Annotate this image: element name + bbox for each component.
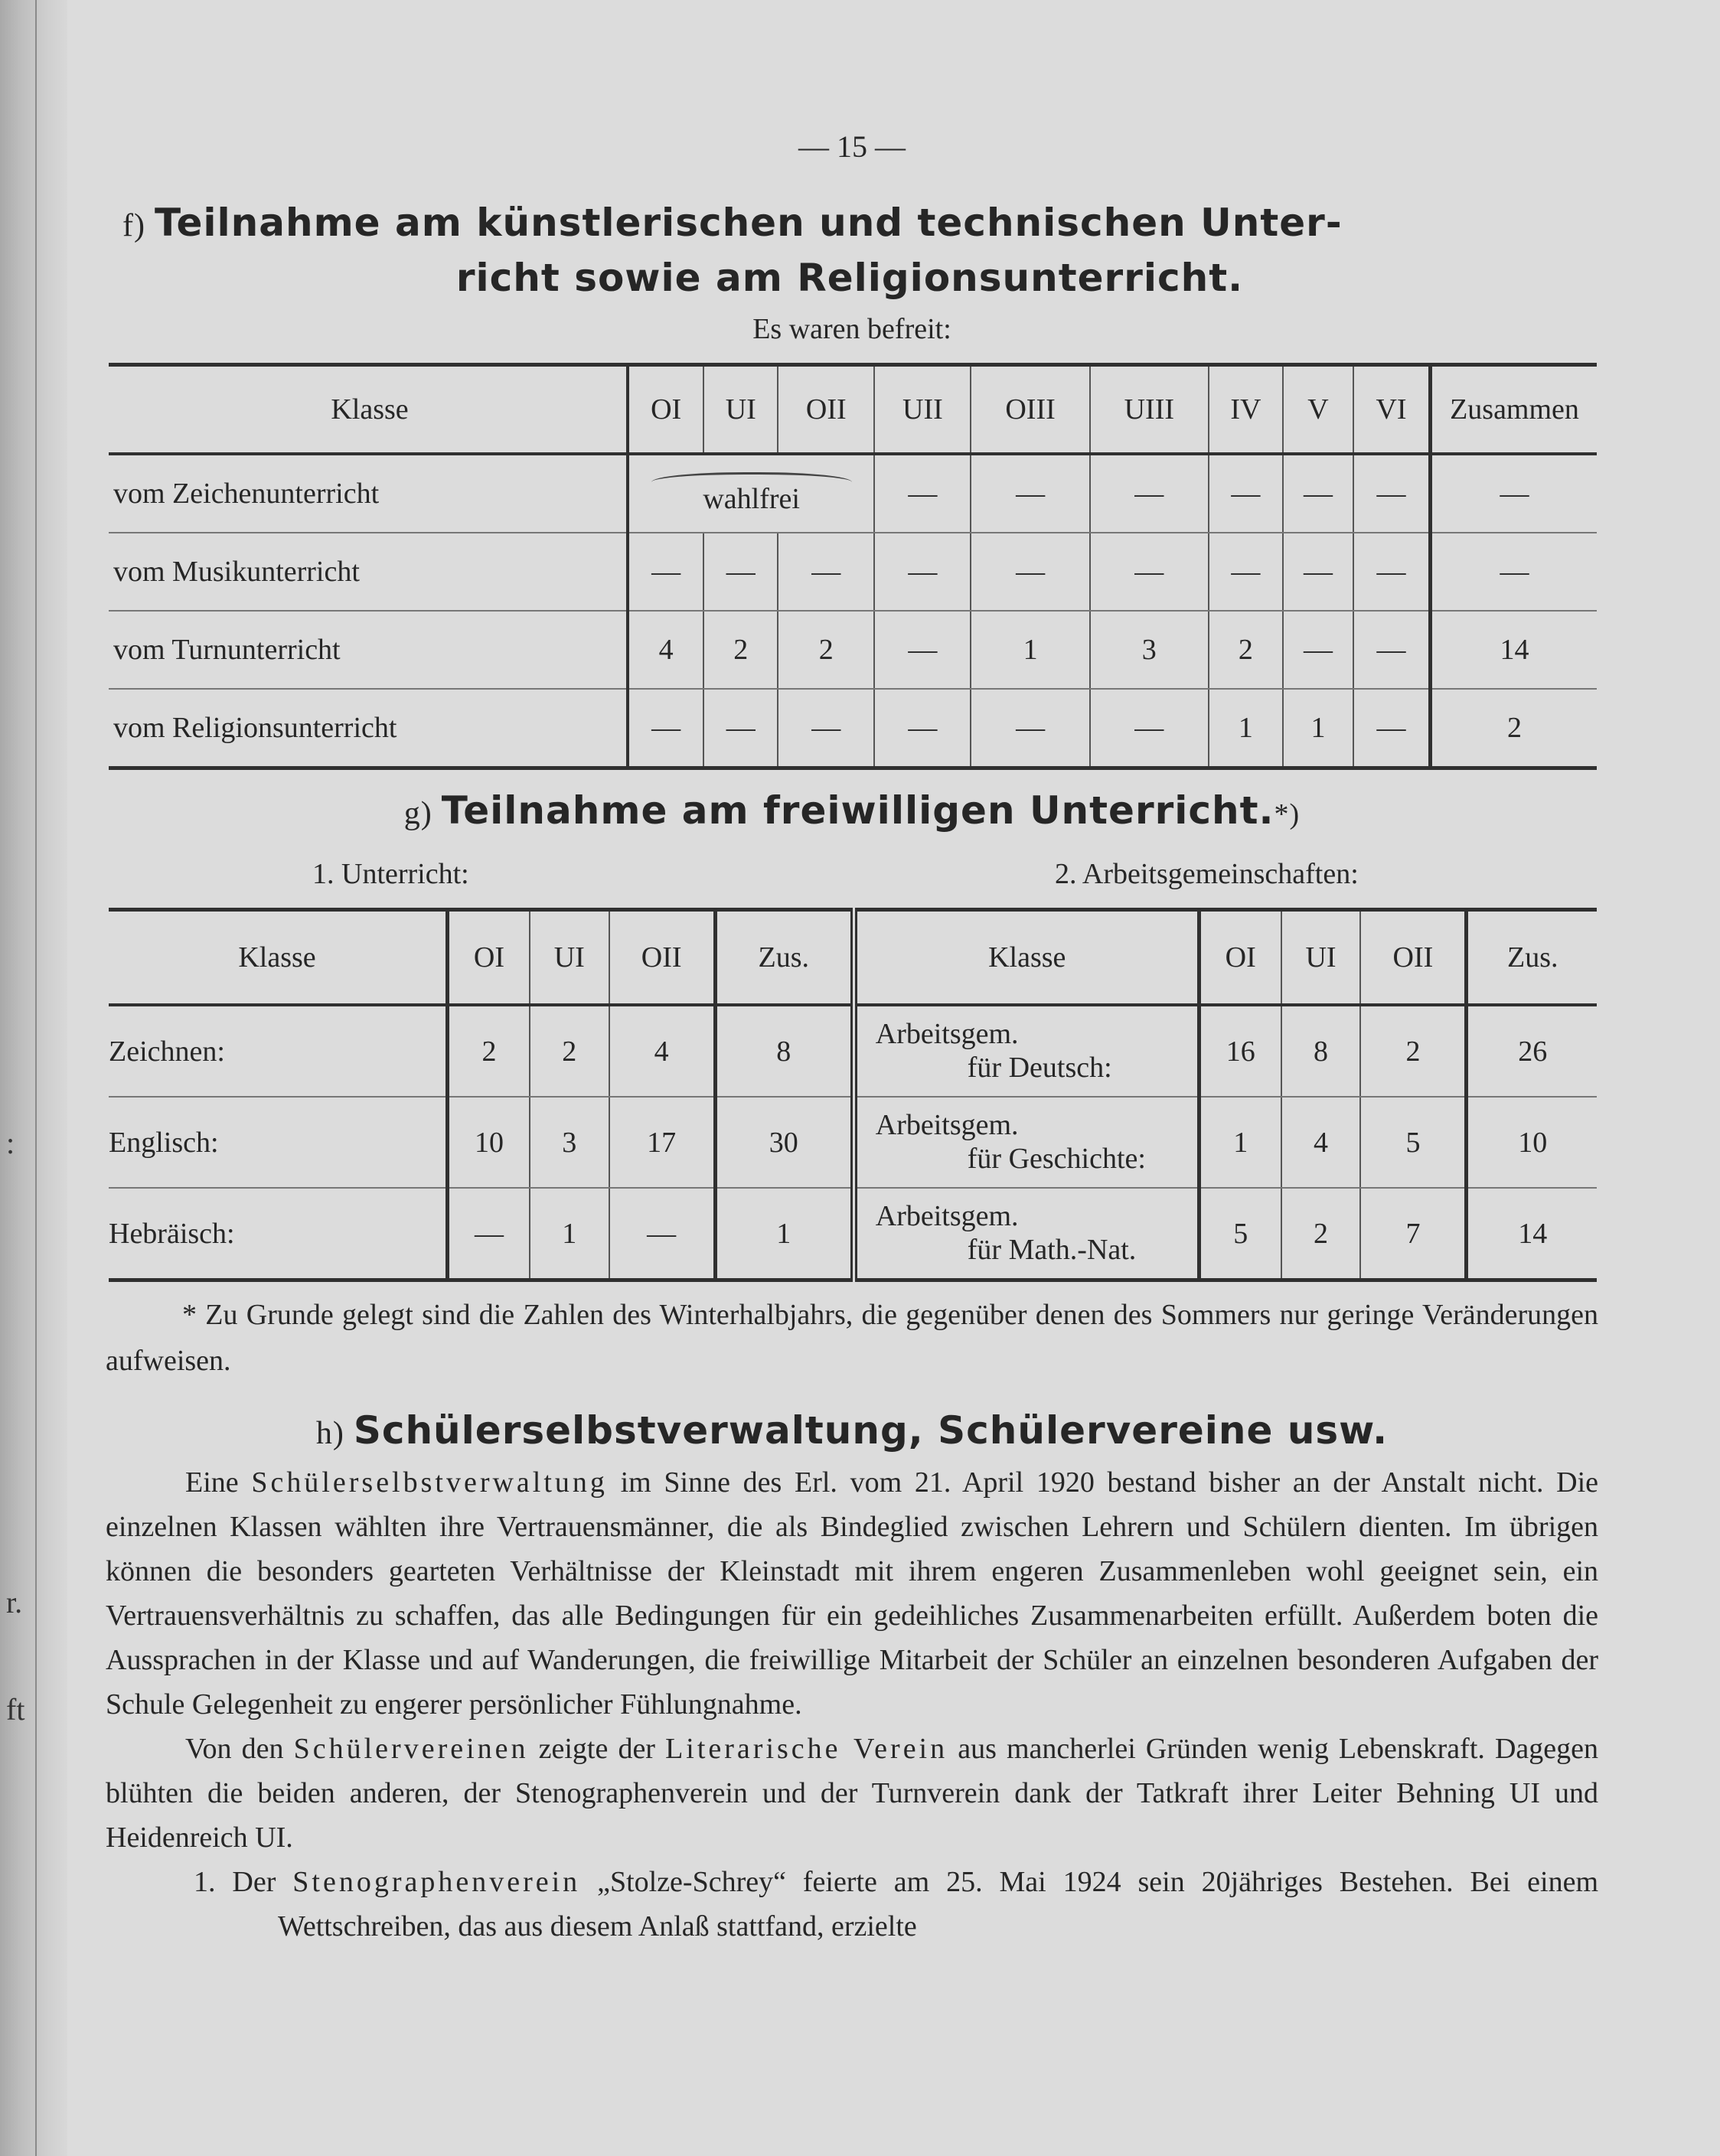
table-cell: — <box>874 454 971 533</box>
column-header: UI <box>1281 910 1361 1006</box>
spaced-term: Stenographenverein <box>292 1866 581 1898</box>
column-header: UI <box>703 365 778 455</box>
row-label-line2: für Geschichte: <box>967 1142 1146 1175</box>
table-cell: 4 <box>1281 1097 1361 1188</box>
table-cell: — <box>1090 454 1209 533</box>
row-label: Zeichnen: <box>109 1005 448 1097</box>
table-cell: 8 <box>715 1005 853 1097</box>
column-header: V <box>1283 365 1353 455</box>
footnote-mark: *) <box>1274 798 1301 830</box>
text-run: aus mancherlei Gründen wenig Lebenskraft. Dagegen blühten die beiden anderen, der Stenographenverein und der Turnverein dank der Tatkraft ihrer Leiter Behning UI und Heidenreich UI. <box>106 1733 1599 1854</box>
voluntary-table <box>109 908 1597 1282</box>
table-row <box>109 533 1597 611</box>
spaced-term: Schülerselbstverwaltung <box>251 1466 608 1499</box>
spaced-term: Literarische Verein <box>665 1733 948 1765</box>
edge-mark: ft <box>6 1692 25 1727</box>
row-label <box>853 1097 1199 1188</box>
row-label-line2: für Deutsch: <box>967 1051 1112 1084</box>
table-cell: 4 <box>628 611 703 689</box>
section-letter: g) <box>403 796 432 831</box>
column-header: OI <box>1199 910 1281 1006</box>
table-cell: 2 <box>1360 1005 1467 1097</box>
column-header: OII <box>778 365 874 455</box>
edge-mark: : <box>6 1126 15 1160</box>
book-spine <box>0 0 67 2156</box>
edge-mark: r. <box>6 1585 23 1619</box>
column-header: Zusammen <box>1431 365 1598 455</box>
table-cell: 3 <box>1090 611 1209 689</box>
column-header: OIII <box>971 365 1089 455</box>
row-label-line1: Arbeitsgem. <box>875 1108 1019 1141</box>
text-run: im Sinne des Erl. vom 21. April 1920 bestand bisher an der Anstalt nicht. Die einzelnen Klassen wählten ihre Vertrauensmänner, die als Bindeglied zwischen Lehrern und Schülern dienten. Im übrigen können die besonders gearteten Verhältnisse der Kleinstadt mit ihrem engeren Zusammenleben wohl geeignet sein, ein Vertrauensverhältnis zu schaffen, das alle Bedingungen für ein gedeihliches Zusammenarbeiten erfüllt. Außerdem boten die Aussprachen in der Klasse und auf Wanderungen, die freiwillige Mitarbeit der Schüler an einzelnen besonderen Aufgaben der Schule Gelegenheit zu engerer persönlicher Fühlungnahme. <box>106 1466 1598 1721</box>
table-cell: — <box>874 533 971 611</box>
footnote-text: * Zu Grunde gelegt sind die Zahlen des Winterhalbjahrs, die gegenüber denen des Sommers nur geringe Veränderungen aufweisen. <box>106 1299 1598 1377</box>
section-h-heading <box>106 1408 1598 1453</box>
table-cell: — <box>609 1188 716 1280</box>
paragraph <box>106 1727 1598 1860</box>
column-header: OII <box>1360 910 1467 1006</box>
wahlfrei-label: wahlfrei <box>703 482 800 515</box>
table-cell: — <box>448 1188 530 1280</box>
table-cell: — <box>1353 533 1431 611</box>
table-cell: 7 <box>1360 1188 1467 1280</box>
column-header: UI <box>530 910 609 1006</box>
table-row <box>109 1097 1597 1188</box>
wahlfrei-cell <box>628 454 874 533</box>
table-cell: — <box>1090 533 1209 611</box>
table-cell: — <box>1353 454 1431 533</box>
row-label-line1: Arbeitsgem. <box>875 1199 1019 1232</box>
table-row <box>109 689 1597 768</box>
section-letter: f) <box>122 208 145 243</box>
row-label: Hebräisch: <box>109 1188 448 1280</box>
table-header-row <box>109 910 1597 1006</box>
column-header: Klasse <box>109 365 628 455</box>
table-cell: — <box>971 689 1089 768</box>
column-header: OI <box>448 910 530 1006</box>
table-cell: — <box>628 689 703 768</box>
column-header: UIII <box>1090 365 1209 455</box>
table-cell: — <box>703 689 778 768</box>
table-cell: — <box>1431 454 1598 533</box>
column-header: IV <box>1209 365 1283 455</box>
text-run: zeigte der <box>538 1733 655 1765</box>
row-label: Englisch: <box>109 1097 448 1188</box>
subheading-arbeitsgemeinschaften: 2. Arbeitsgemeinschaften: <box>1055 858 1359 890</box>
table-row <box>109 611 1597 689</box>
table-cell: 2 <box>778 611 874 689</box>
row-label-line2: für Math.-Nat. <box>967 1233 1137 1266</box>
table-cell: — <box>1283 454 1353 533</box>
row-label: vom Zeichenunterricht <box>109 454 628 533</box>
table-cell: 1 <box>715 1188 853 1280</box>
exemption-table <box>109 363 1597 770</box>
table-cell: 3 <box>530 1097 609 1188</box>
column-header: OII <box>609 910 716 1006</box>
column-header: VI <box>1353 365 1431 455</box>
table-cell: — <box>971 533 1089 611</box>
table-cell: 1 <box>1283 689 1353 768</box>
table-cell: 5 <box>1199 1188 1281 1280</box>
table-caption: Es waren befreit: <box>752 313 951 345</box>
column-header: Klasse <box>853 910 1199 1006</box>
row-label: vom Musikunterricht <box>109 533 628 611</box>
table-cell: — <box>874 689 971 768</box>
column-header: Klasse <box>109 910 448 1006</box>
footnote <box>106 1292 1598 1384</box>
section-h-title: Schülerselbstverwaltung, Schülervereine usw. <box>353 1408 1389 1453</box>
table-header-row <box>109 365 1597 455</box>
body-text <box>106 1460 1598 1949</box>
table-cell: — <box>1209 533 1283 611</box>
table-cell: — <box>971 454 1089 533</box>
table-cell: 2 <box>448 1005 530 1097</box>
table-cell: 1 <box>1209 689 1283 768</box>
subheading-unterricht: 1. Unterricht: <box>312 858 469 890</box>
table-cell: 1 <box>971 611 1089 689</box>
column-header: Zus. <box>715 910 853 1006</box>
spine-shadow-line <box>35 0 37 2156</box>
table-cell: 16 <box>1199 1005 1281 1097</box>
table-cell: 2 <box>703 611 778 689</box>
table-cell: — <box>1353 689 1431 768</box>
section-letter: h) <box>315 1416 344 1451</box>
table-cell: 10 <box>1467 1097 1597 1188</box>
table-row <box>109 1005 1597 1097</box>
spaced-term: Schülervereinen <box>293 1733 529 1765</box>
table-cell: — <box>1283 611 1353 689</box>
paragraph <box>106 1460 1598 1727</box>
column-header: OI <box>628 365 703 455</box>
table-cell: 4 <box>609 1005 716 1097</box>
section-f-title-line1: Teilnahme am künstlerischen und technischen Unter- <box>154 201 1343 245</box>
table-cell: — <box>1283 533 1353 611</box>
text-run: 1. Der <box>194 1866 276 1898</box>
table-cell: — <box>778 533 874 611</box>
row-label: vom Religionsunterricht <box>113 712 397 744</box>
table-cell: 2 <box>1431 689 1598 768</box>
page-number: — 15 — <box>798 129 906 164</box>
column-header: UII <box>874 365 971 455</box>
text-run: Von den <box>185 1733 284 1765</box>
row-label <box>853 1005 1199 1097</box>
table-cell: 14 <box>1467 1188 1597 1280</box>
table-cell: 26 <box>1467 1005 1597 1097</box>
table-cell: 2 <box>1281 1188 1361 1280</box>
table-cell: — <box>1431 533 1598 611</box>
list-item <box>106 1860 1598 1949</box>
table-cell: — <box>874 611 971 689</box>
table-cell: — <box>778 689 874 768</box>
section-g-heading <box>106 788 1598 833</box>
text-run: Eine <box>185 1466 239 1499</box>
section-f-title-line2: richt sowie am Religionsunterricht. <box>455 256 1244 300</box>
table-row <box>109 454 1597 533</box>
table-cell: 10 <box>448 1097 530 1188</box>
row-label <box>853 1188 1199 1280</box>
document-page <box>106 0 1598 2156</box>
table-row <box>109 1188 1597 1280</box>
table-cell: — <box>628 533 703 611</box>
table-cell: 14 <box>1431 611 1598 689</box>
table-cell: 1 <box>530 1188 609 1280</box>
table-cell: — <box>1353 611 1431 689</box>
table-cell: 1 <box>1199 1097 1281 1188</box>
table-cell: — <box>1209 454 1283 533</box>
table-cell: — <box>1090 689 1209 768</box>
table-cell: 30 <box>715 1097 853 1188</box>
table-cell: 8 <box>1281 1005 1361 1097</box>
table-cell: — <box>703 533 778 611</box>
section-g-title: Teilnahme am freiwilligen Unterricht. <box>441 788 1274 833</box>
table-cell: 17 <box>609 1097 716 1188</box>
section-f-heading <box>122 201 1600 300</box>
row-label: vom Turnunterricht <box>109 611 628 689</box>
table-cell: 2 <box>530 1005 609 1097</box>
row-label-line1: Arbeitsgem. <box>875 1017 1019 1050</box>
text-run: „Stolze-Schrey“ feierte am 25. Mai 1924 sein 20jähriges Bestehen. Bei einem Wettschreiben, das aus diesem Anlaß stattfand, erzielte <box>278 1866 1599 1942</box>
table-cell: 2 <box>1209 611 1283 689</box>
table-cell: 5 <box>1360 1097 1467 1188</box>
column-header: Zus. <box>1467 910 1597 1006</box>
